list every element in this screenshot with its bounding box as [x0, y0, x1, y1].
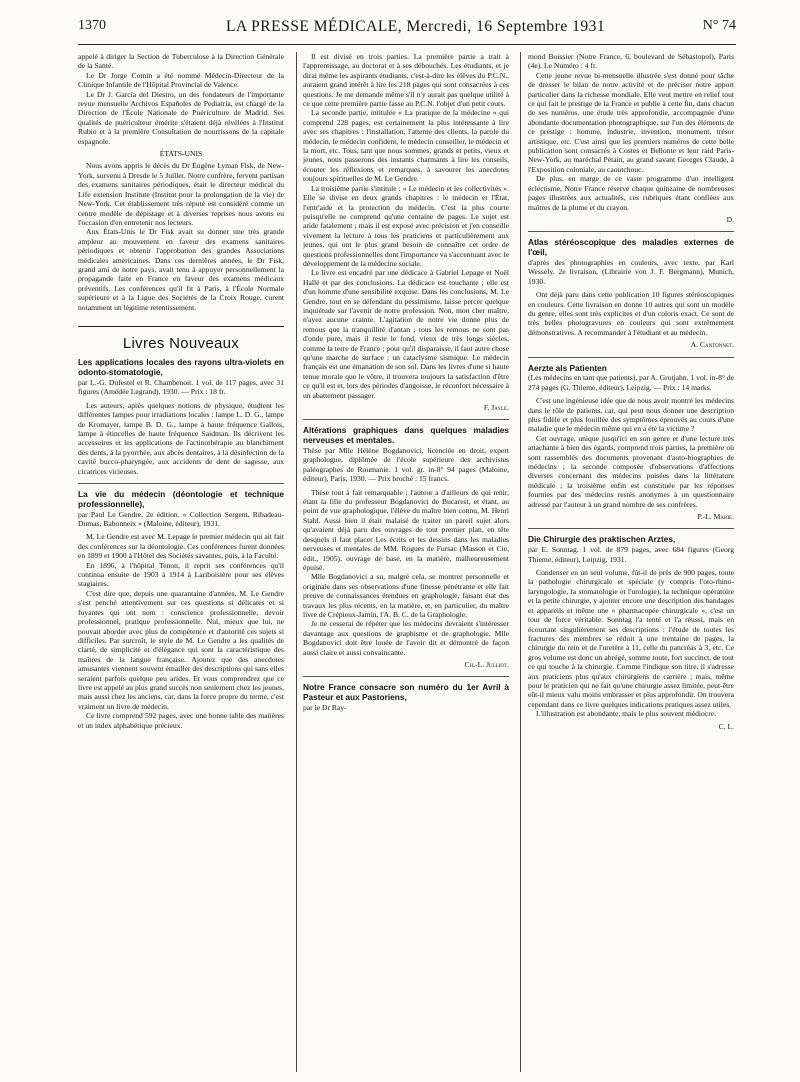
review-paragraph: De plus, en marge de ce vaste programme d'un intelligent éclectisme, Notre France réserve chaque quinzaine de nombreuses pages illustrées aux actualités, ces rubriques étant confiées aux maîtres de la plume et du crayon.	[528, 174, 734, 212]
book-title: Aerzte als Patienten	[528, 362, 607, 373]
review-paragraph: Condenser en un seul volume, fût-il de près de 900 pages, toute la pathologie chirurgicale et spéciale (y compris l'oto-rhino-laryngologie, la stomatologie et l'urologie), la technique opératoire et la petite chirurgie, y ajouter encore une description des bandages et appareils et même une « pharmacopée chirurgicale », c'est un tour de force véritable. Sonntag l'a tenté et l'a réussi, mais en écourtant singulièrement ses descriptions : l'étude de toutes les fractures des membres se réduit à une trentaine de pages, la chirurgie du rein et de l'uretère à 11, celle du pancréas à 3, etc. Ce gros volume est donc un abrégé, somme toute, fort succinct, de tout ce qui touche à la chirurgie. Comme l'indique son titre, il s'adresse aux praticiens plus qu'aux chirurgiens de carrière ; mais, même pour le praticien qui ne fait qu'une chirurgie assez limitée, peut-être eût-il mieux valu moins embrasser et plus approfondir. On trouvera cependant dans ce livre quelques indications pratiques assez utiles.	[528, 568, 734, 709]
book-title: Notre France consacre son numéro du 1er Avril à Pasteur et aux Pastoriens,	[303, 682, 509, 703]
paragraph: Le Dr Jorge Comin a été nommé Médecin-Directeur de la Clinique Infantile de l'Hôpital Provincial de Valence.	[78, 70, 284, 90]
review-signature: C. L.	[718, 721, 734, 731]
review-paragraph: C'est une ingénieuse idée que de nous avoir montré les médecins dans le rôle de patients, car, qui peut nous donner une description plus fidèle et plus fouillée des symptômes éprouvés au cours d'une maladie que le médecin même qui en a été la victime ?	[528, 396, 734, 434]
review-signature: Ch.-L. Julliot.	[464, 659, 509, 669]
review-paragraph: Ce livre comprend 592 pages, avec une bonne table des matières et un index alphabétique précieux.	[78, 711, 284, 730]
review-paragraph: La troisième partie s'intitule : « Le médecin et les collectivités ». Elle se divise en deux grands chapitres : le médecin et l'État, l'entr'aide et la protection du médecin. C'est la plus courte puisqu'elle ne comprend qu'une centaine de pages. Le sujet est aride fatalement ; mais il est exposé avec précision et j'en conseille vivement la lecture à tous les praticiens et particulièrement aux jeunes, qui ont le plus grand besoin de connaître cet ordre de questions professionnelles dont l'importance va s'accentuant avec le développement de la médecine sociale.	[303, 183, 509, 268]
header-rule	[78, 44, 736, 45]
review-paragraph: Cette jeune revue bi-mensuelle illustrée s'est donné pour tâche de dresser le bilan de notre activité et de préciser notre apport particulier dans la richesse mondiale. Elle veut mettre en relief tout ce qui fait le prestige de la France et publie à cette fin, dans chacun de ses numéros, une étude très approfondie, accompagnée d'une abondante documentation photographique, sur l'un des éléments de ce prestige : homme, industrie, invention, monument, trésor artistique, etc. C'est ainsi que les premiers numéros de cette belle publication sont consacrés à Costes et Bellonte et leur raid Paris-New-York, au maréchal Pétain, au grand savant Georges Claude, à l'Exposition coloniale, au caoutchouc.	[528, 70, 734, 174]
review-signature: D.	[726, 214, 734, 224]
paragraph: appelé à diriger la Section de Tuberculose à la Direction Générale de la Santé.	[78, 52, 284, 71]
column-divider	[296, 52, 297, 1072]
book-title: La vie du médecin (déontologie et technique professionnelle),	[78, 489, 284, 509]
issue-number: N° 74	[702, 18, 736, 33]
review-paragraph: Mlle Bogdanovici a su, malgré cela, se montrer personnelle et originale dans ses observations d'une finesse pénétrante et elle fait preuve de connaissances étendues en graphologie, faisant état des travaux les plus récents, en la matière, et, en particulier, du maître livre de Crépieux-Jamin, l'A. B. C. de la Graphologie.	[303, 572, 509, 619]
book-details: par E. Sonntag. 1 vol. de 879 pages, avec 684 figures (Georg Thieme, éditeur), Leipzig, 1931.	[528, 545, 734, 564]
review-separator	[528, 357, 734, 358]
book-details: par le Dr Ray-	[303, 702, 347, 712]
review-paragraph: Thèse tout à fait remarquable ; l'auteur a d'ailleurs de qui tenir, étant la fille du professeur Bogdanovici de Bucarest, et étant, au point de vue graphologique, l'élève du maître bien connu, M. Henri Stahl. Aussi bien il était malaisé de traiter un pareil sujet alors qu'avaient déjà paru des ouvrages de tout premier plan, en tête desquels il faut placer Les écrits et les dessins dans les maladies nerveuses et mentales de MM. Rogues de Fursac (Masson et Cie, édit., 1905), ouvrage de base, en la matière, malheureusement épuisé.	[303, 487, 509, 572]
review-separator	[303, 419, 509, 420]
book-details: Thèse par Mlle Hélène Bogdanovici, licenciée en droit, expert graphologue, diplômée de l'école supérieure des archivistes paléographes de Roumanie. 1 vol. gr. in-8° 94 pages (Maloine, éditeur), Paris, 1930. — Prix broché : 15 francs.	[303, 446, 509, 484]
review-signature: A. Cantonnet.	[690, 340, 734, 350]
review-separator	[303, 676, 509, 677]
country-heading: ÉTATS-UNIS	[159, 149, 203, 159]
paragraph: Aux États-Unis le Dr Fisk avait su donner une très grande ampleur au mouvement en faveur des examens sanitaires périodiques et obtenir l'approbation des grandes Associations médicales américaines. Dans ces dernières années, le Dr Fisk, grand ami de notre pays, avait tenu à appuyer personnellement la propagande faite en France en faveur des examens médicaux préventifs. Les conférences qu'il fit à Paris, à l'École Normale supérieure et à la Ligue des Sociétés de la Croix Rouge, curent notamment un légitime retentissement.	[78, 227, 284, 312]
review-paragraph: M. Le Gendre est avec M. Lepage le premier médecin qui ait fait des conférences sur la déontologie. Ces conférences furent données en 1899 et 1900 à l'Hôtel des Sociétés savantes, puis, à la Faculté.	[78, 532, 284, 561]
review-separator	[528, 231, 734, 232]
journal-title: LA PRESSE MÉDICALE, Mercredi, 16 Septembre 1931	[226, 18, 606, 35]
column-2	[303, 52, 509, 1077]
column-1	[78, 52, 284, 1077]
review-paragraph: Ont déjà paru dans cette publication 10 figures stéréoscopiques en couleurs. Cette livraison en donne 10 autres qui sont un modèle du genre, elles sont très explicites et d'un coloris exact. Ce sont de très belles photogravures en couleurs qui sont extrêmement démonstratives. A recommander à l'étudiant et au médecin.	[528, 290, 734, 337]
review-paragraph: C'est dire que, depuis une quarantaine d'années, M. Le Gendre s'est penché attentivement sur ces questions si délicates et si fuyantes qui ont nom : conscience professionnelle, devoir professionnel, pratique professionnelle. Nul, mieux que lui, ne pouvait aborder avec plus de compétence et d'autorité ces sujets si difficiles. Par surcroît, le style de M. Le Gendre a les qualités de clarté, de simplicité et d'élégance qui sont la caractéristique des maîtres de la langue française. Ajoutez que des anecdotes amusantes viennent souvent émailler des descriptions qui sans elles seraient parfois quelque peu arides. Et vous comprendrez que ce livre est appelé au plus grand succès non seulement chez les jeunes, mais aussi chez les anciens, car, dans la force propre du terme, c'est vraiment un livre de médecin.	[78, 588, 284, 711]
review-paragraph: L'illustration est abondante, mais le plus souvent médiocre.	[536, 709, 716, 719]
paragraph: Nous avons appris le décès du Dr Eugène Lyman Fisk, de New-York, survenu à Dresde le 5 Juillet. Notre confrère, fervent partisan des examens sanitaires périodiques, était le directeur médical du Life extension Institute (Institut pour la prolongation de la vie) de New-York. Cet établissement très réputé est considéré comme un centre modèle de dépistage et à diverses reprises nous avons eu l'occasion d'en entretenir nos lecteurs.	[78, 161, 284, 227]
review-separator	[528, 528, 734, 529]
section-title: Livres Nouveaux	[78, 326, 284, 348]
review-paragraph: Le livre est encadré par une dédicace à Gabriel Lepage et Noël Hallé et par des conclusions. La dédicace est touchante ; elle est d'un homme d'une sensibilité exquise. Dans les conclusions, M. Le Gendre, tout en se défendant du pessimisme, laisse percer quelque inquiétude sur l'avenir de notre profession. Non, mon cher maître, n'ayez aucune crainte. L'agitation de notre vie donne plus de remous que la tranquillité d'antan ; tous les remous ne sont pas d'onde pure, mais il reste le fond, vieux de très longs siècles, comme la terre de France ; pour qu'il disparaisse, il faut autre chose qu'une marche de surface : un cataclysme sismique. Le médecin français est une émanation de son sol. Dans les livres d'une si haute tenue morale que le vôtre, il trouvera toujours la satisfaction d'être ce qu'il est et, lors des périodes d'angoisse, le réconfort nécessaire à un abattement passager.	[303, 268, 509, 400]
book-details: d'après des photographies en couleurs, avec texte, par Karl Wessely. 2e livraison, (Librairie von J. F. Bergmann), Munich, 1930.	[528, 257, 734, 286]
review-paragraph: La seconde partie, intitulée « La pratique de la médecine » qui comprend 228 pages, est certainement la plus intéressante à lire avec ses chapitres : l'installation, l'attente des clients, la parole du médecin, le médecin confident, le médecin conseiller, le médecin et la mort, etc. Tous, tant que nous sommes, grands et petits, vieux et jeunes, nous passerons des instants charmants à lire les conseils, écouter les réflexions et remarques, à savourer les anecdotes toujours spirituelles de M. Le Gendre.	[303, 108, 509, 184]
book-title: Altérations graphiques dans quelques maladies nerveuses et mentales.	[303, 425, 509, 446]
page-header	[78, 18, 736, 42]
book-title: Die Chirurgie des praktischen Arztes,	[528, 534, 676, 545]
review-paragraph: En 1896, à l'hôpital Tenon, il reprit ses conférences qu'il continua ensuite de 1903 à 1914 à Lariboisière pour ses élèves stagiaires.	[78, 560, 284, 589]
review-paragraph: Il est divisé en trois parties. La première partie a trait à l'apprentissage, au doctorat et à ses débouchés. Les étudiants, et je dirai même les aspirants étudiants, c'est-à-dire les élèves du P.C.N., auraient grand intérêt à lire les 218 pages qui sont consacrées à ces questions. Je me demande même s'il n'y aurait pas quelque utilité à ce que cette première partie fasse au P.C.N. l'objet d'un petit cours.	[303, 52, 509, 109]
book-details: par L.-G. Dufestel et R. Chambenoit. 1 vol. de 117 pages, avec 31 figures (Amédée Legrand), 1930. — Prix : 18 fr.	[78, 377, 284, 397]
review-paragraph: Les auteurs, après quelques notions de physique, étudient les différentes lampes pour irradiations locales : lampe L. D. G., lampe de Kromayer, lampe B. D. G., lampe à haute fréquence Gallois, lampe à étincelles de haute fréquence Saidman. Ils décrivent les accessoires et les applications de l'actinothérapie au blanchiment des dents, à la pyorrhée, aux abcès dentaires, à la désinfection de la cavité bucco-pharyngée, aux accidents de dent de sagesse, aux cicatrices vicieuses.	[78, 400, 284, 476]
book-title: Les applications locales des rayons ultra-violets en odonto-stomatologie,	[78, 357, 284, 378]
page-number: 1370	[78, 18, 106, 33]
review-paragraph: Je ne cesserai de répéter que les médecins devraient s'intéresser davantage aux questions de graphisme et de graphologie. Mlle Bogdanovici doit être louée de l'avoir dit et démontré de façon aussi claire et aussi convaincante.	[303, 619, 509, 657]
column-divider	[520, 52, 521, 1072]
book-details: par Paul Le Gendre, 2e édition. « Collection Sergent, Ribadeau-Dumas, Babonneix » (Maloine, éditeur), 1931.	[78, 509, 284, 529]
review-signature: F. Jayle.	[483, 403, 509, 413]
column-3	[528, 52, 734, 1077]
book-details: mond Boissier (Notre France, 6, boulevard de Sébastopol), Paris (4e). Le Numéro : 4 fr.	[528, 52, 734, 71]
review-separator	[78, 483, 284, 484]
book-details: (Les médecins en tant que patients), par A. Grotjahn. 1 vol. in-8° de 274 pages (G. Thieme, éditeur), Leipzig. — Prix : 14 marks.	[528, 373, 734, 392]
book-title: Atlas stéréoscopique des maladies externes de l'œil,	[528, 237, 734, 258]
paragraph: Le Dr J. García del Diestro, un des fondateurs de l'importante revue mensuelle Archivos Españoles de Pediatría, est chargé de la Direction de l'École Nationale de Puériculture de Madrid. Ses qualités de puériculteur émérite s'étaient déjà révélées à l'Institut Rubio et à la première Consultation de nourrissons de la capitale espagnole.	[78, 89, 284, 146]
review-paragraph: Cet ouvrage, unique jusqu'ici en son genre et d'une lecture très attachante à bien des égards, comprend trois parties, la première où sont rassemblés des documents provenant d'auto-biographies de médecins ; la seconde composée d'observations d'affections diverses concernant des médecins puisées dans la littérature médicale ; la troisième enfin est constituée par les réponses fournies par des médecins restés anonymes à un questionnaire adressé par l'auteur à un grand nombre de ses confrères.	[528, 433, 734, 509]
review-signature: P.-L. Marie.	[697, 512, 734, 522]
